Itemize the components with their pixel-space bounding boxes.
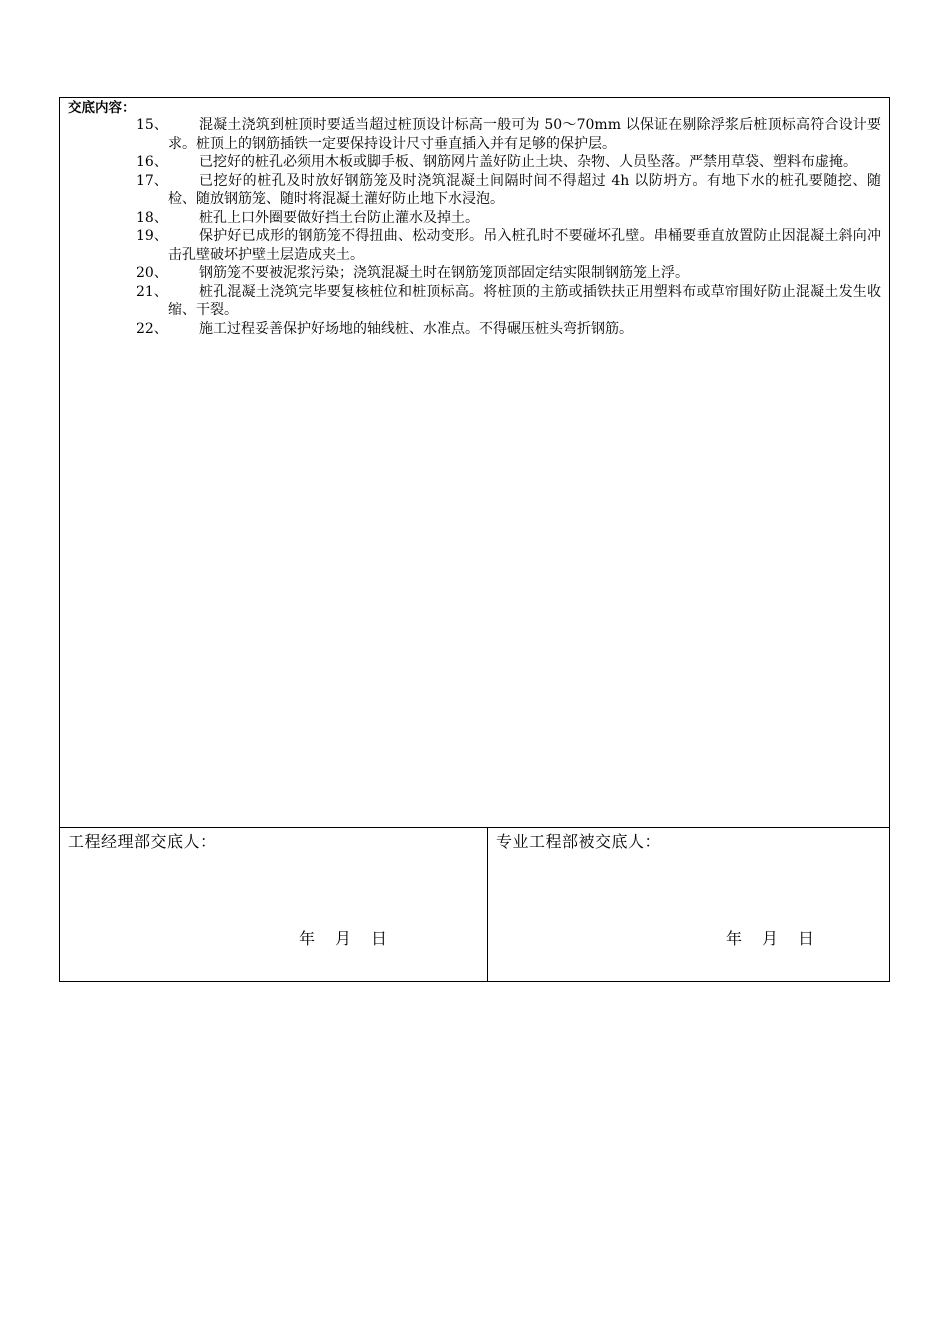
handover-signature-cell — [60, 828, 488, 981]
signature-row — [60, 828, 889, 981]
receiver-person-label: 专业工程部被交底人： — [496, 832, 662, 851]
item-number: 18、 — [136, 209, 168, 226]
content-heading: 交底内容： — [68, 100, 136, 116]
list-item — [60, 116, 889, 153]
content-cell — [60, 98, 889, 828]
item-text: 施工过程妥善保护好场地的轴线桩、水准点。不得碾压桩头弯折钢筋。 — [199, 320, 633, 337]
list-item — [60, 153, 889, 172]
item-number: 17、 — [136, 172, 168, 189]
item-number: 20、 — [136, 265, 168, 281]
item-text: 桩孔上口外圈要做好挡土台防止灌水及掉土。 — [199, 209, 479, 226]
date-day: 日 — [371, 929, 388, 948]
date-day: 日 — [798, 929, 815, 948]
item-text: 保护好已成形的钢筋笼不得扭曲、松动变形。吊入桩孔时不要碰坏孔壁。串桶要垂直放置防止因混凝土斜向冲击孔壁破坏护壁土层造成夹土。 — [168, 228, 881, 263]
item-text: 已挖好的桩孔及时放好钢筋笼及时浇筑混凝土间隔时间不得超过 4h 以防坍方。有地下水的桩孔要随挖、随检、随放钢筋笼、随时将混凝土灌好防止地下水浸泡。 — [168, 172, 881, 207]
item-text: 混凝土浇筑到桩顶时要适当超过桩顶设计标高一般可为 50～70mm 以保证在剔除浮浆后桩顶标高符合设计要求。桩顶上的钢筋插铁一定要保持设计尺寸垂直插入并有足够的保护层。 — [168, 117, 881, 152]
item-text: 桩孔混凝土浇筑完毕要复核桩位和桩顶标高。将桩顶的主筋或插铁扶正用塑料布或草帘围好防止混凝土发生收缩、干裂。 — [168, 283, 881, 318]
list-item — [60, 283, 889, 320]
list-item — [60, 320, 889, 339]
item-number: 16、 — [136, 154, 168, 170]
list-item — [60, 264, 889, 283]
list-item — [60, 172, 889, 209]
item-number: 21、 — [136, 283, 168, 300]
item-number: 15、 — [136, 117, 168, 133]
handover-person-label: 工程经理部交底人： — [68, 832, 217, 851]
receiver-signature-cell — [488, 828, 889, 981]
item-list — [60, 116, 889, 338]
list-item — [60, 227, 889, 264]
item-number: 19、 — [136, 228, 168, 244]
date-year: 年 — [299, 929, 316, 948]
handover-form — [59, 97, 890, 982]
receiver-date — [726, 929, 814, 949]
item-text: 钢筋笼不要被泥浆污染；浇筑混凝土时在钢筋笼顶部固定结实限制钢筋笼上浮。 — [199, 265, 689, 281]
item-number: 22、 — [136, 320, 168, 337]
handover-date — [299, 929, 387, 949]
date-year: 年 — [726, 929, 743, 948]
date-month: 月 — [335, 929, 352, 948]
list-item — [60, 209, 889, 228]
item-text: 已挖好的桩孔必须用木板或脚手板、钢筋网片盖好防止土块、杂物、人员坠落。严禁用草袋、塑料布虚掩。 — [199, 154, 857, 170]
date-month: 月 — [762, 929, 779, 948]
